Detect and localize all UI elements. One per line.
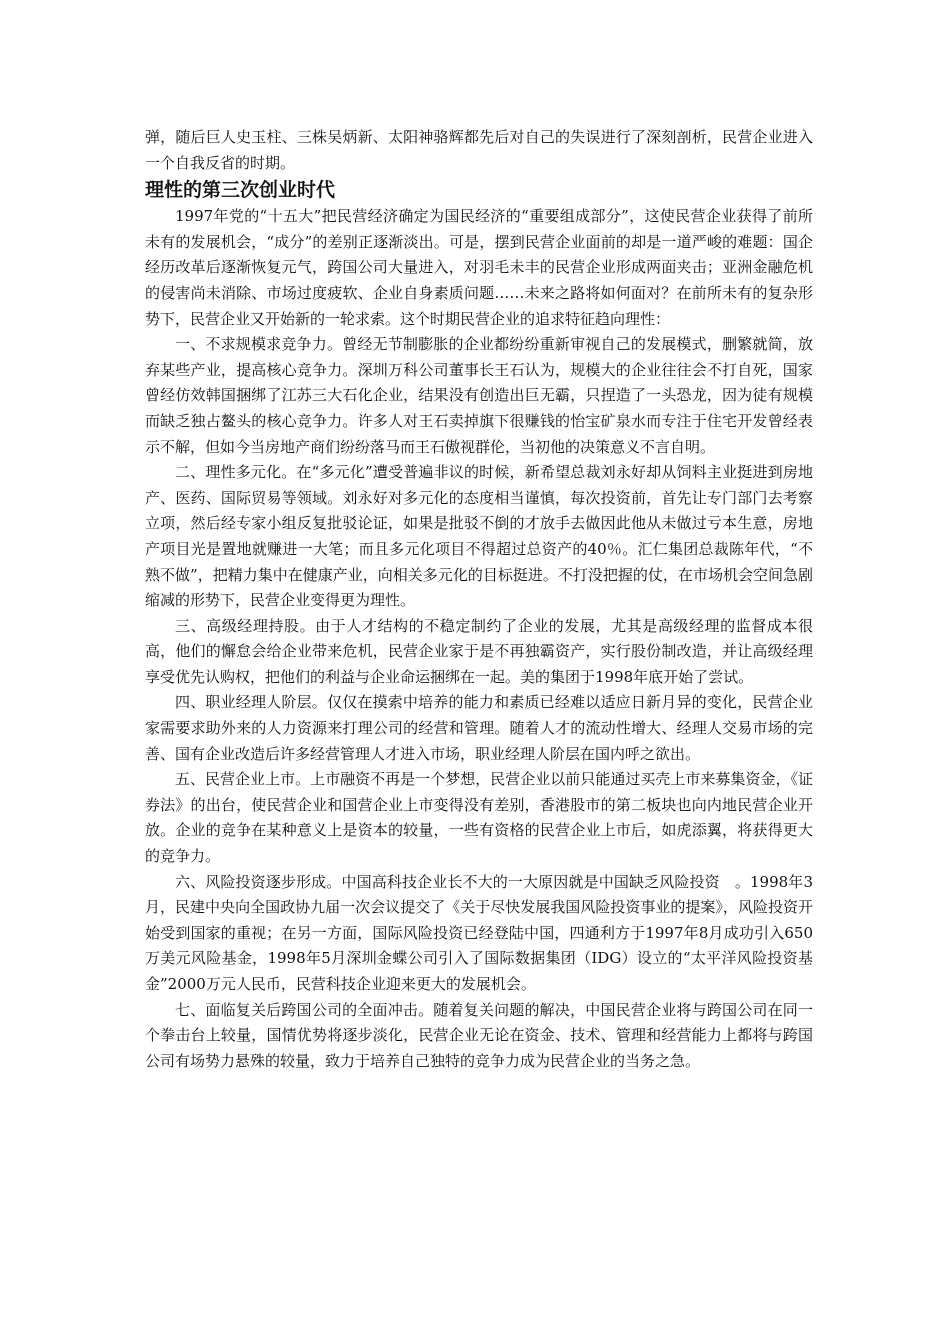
item-paragraph-6: 六、风险投资逐步形成。中国高科技企业长不大的一大原因就是中国缺乏风险投资 。1998年3月，民建中央向全国政协九届一次会议提交了《关于尽快发展我国风险投资事业的提案》，风险投资开始受到国家的重视；在另一方面，国际风险投资已经登陆中国，四通利方于1997年8月成功引入650万美元风险基金，1998年5月深圳金蝶公司引入了国际数据集团（IDG）设立的“太平洋风险投资基金”2000万元人民币，民营科技企业迎来更大的发展机会。 (145, 872, 813, 993)
item-paragraph-4: 四、职业经理人阶层。仅仅在摸索中培养的能力和素质已经难以适应日新月异的变化，民营企业家需要求助外来的人力资源来打理公司的经营和管理。随着人才的流动性增大、经理人交易市场的完善、国有企业改造后许多经营管理人才进入市场，职业经理人阶层在国内呼之欲出。 (145, 693, 813, 763)
item-paragraph-5: 五、民营企业上市。上市融资不再是一个梦想，民营企业以前只能通过买壳上市来募集资金，《证券法》的出台，使民营企业和国营企业上市变得没有差别，香港股市的第二板块也向内地民营企业开放。企业的竞争在某种意义上是资本的较量，一些有资格的民营企业上市后，如虎添翼，将获得更大的竞争力。 (145, 770, 813, 866)
continuation-paragraph: 弹，随后巨人史玉柱、三株吴炳新、太阳神骆辉都先后对自己的失误进行了深刻剖析，民营企业进入一个自我反省的时期。 (145, 128, 813, 172)
section-heading: 理性的第三次创业时代 (145, 179, 336, 202)
intro-paragraph: 1997年党的“十五大”把民营经济确定为国民经济的“重要组成部分”，这使民营企业获得了前所未有的发展机会，“成分”的差别正逐渐淡出。可是，摆到民营企业面前的却是一道严峻的难题：国企经历改革后逐渐恢复元气，跨国公司大量进入，对羽毛未丰的民营企业形成两面夹击；亚洲金融危机的侵害尚未消除、市场过度疲软、企业自身素质问题……未来之路将如何面对？在前所未有的复杂形势下，民营企业又开始新的一轮求索。这个时期民营企业的追求特征趋向理性： (145, 207, 813, 328)
item-paragraph-3: 三、高级经理持股。由于人才结构的不稳定制约了企业的发展，尤其是高级经理的监督成本很高，他们的懈怠会给企业带来危机，民营企业家于是不再独霸资产，实行股份制改造，并让高级经理享受优先认购权，把他们的利益与企业命运捆绑在一起。美的集团于1998年底开始了尝试。 (145, 616, 813, 686)
item-paragraph-7: 七、面临复关后跨国公司的全面冲击。随着复关问题的解决，中国民营企业将与跨国公司在同一个拳击台上较量，国情优势将逐步淡化，民营企业无论在资金、技术、管理和经营能力上都将与跨国公司有场势力悬殊的较量，致力于培养自己独特的竞争力成为民营企业的当务之急。 (145, 1000, 813, 1070)
item-paragraph-2: 二、理性多元化。在“多元化”遭受普遍非议的时候，新希望总裁刘永好却从饲料主业挺进到房地产、医药、国际贸易等领域。刘永好对多元化的态度相当谨慎，每次投资前，首先让专门部门去考察立项，然后经专家小组反复批驳论证，如果是批驳不倒的才放手去做因此他从未做过亏本生意，房地产项目光是置地就赚进一大笔；而且多元化项目不得超过总资产的40％。汇仁集团总裁陈年代，“不熟不做”，把精力集中在健康产业，向相关多元化的目标挺进。不打没把握的仗，在市场机会空间急剧缩减的形势下，民营企业变得更为理性。 (145, 463, 813, 610)
item-paragraph-1: 一、不求规模求竞争力。曾经无节制膨胀的企业都纷纷重新审视自己的发展模式，删繁就简，放弃某些产业，提高核心竞争力。深圳万科公司董事长王石认为，规模大的企业往往会不打自死，国家曾经仿效韩国捆绑了江苏三大石化企业，结果没有创造出巨无霸，只捏造了一头恐龙，因为徒有规模而缺乏独占鳌头的核心竞争力。许多人对王石卖掉旗下很赚钱的怡宝矿泉水而专注于住宅开发曾经表示不解，但如今当房地产商们纷纷落马而王石傲视群伦，当初他的决策意义不言自明。 (145, 335, 813, 456)
document-body (145, 125, 813, 1074)
